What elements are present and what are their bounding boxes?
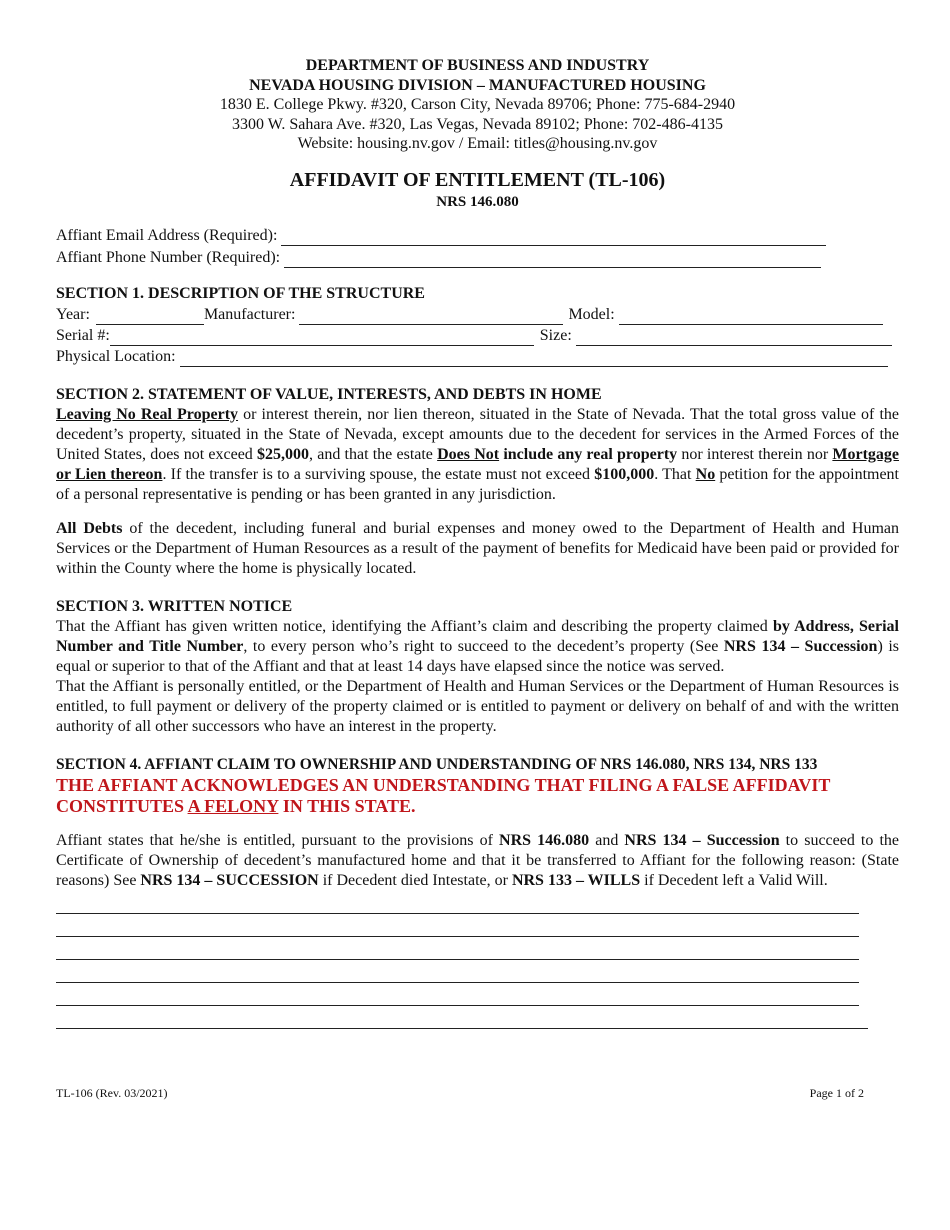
manufacturer-field[interactable] <box>299 309 563 325</box>
division-name: NEVADA HOUSING DIVISION – MANUFACTURED HOUSING <box>249 76 706 94</box>
text: if Decedent left a Valid Will. <box>640 871 828 889</box>
department-name: DEPARTMENT OF BUSINESS AND INDUSTRY <box>305 57 650 74</box>
section-2-heading: SECTION 2. STATEMENT OF VALUE, INTERESTS, AND DEBTS IN HOME <box>56 385 602 403</box>
text: ) is equal or superior to that of the Affiant and that at least 14 days have elapsed since the notice was served. <box>56 637 900 675</box>
felony-warning <box>56 775 899 817</box>
reason-line-1[interactable] <box>56 891 859 914</box>
does-not: Does Not <box>437 445 500 463</box>
leaving-no-real-property: Leaving No Real Property <box>56 405 239 423</box>
form-revision: TL-106 (Rev. 03/2021) <box>56 1086 168 1100</box>
section-2-paragraph-2 <box>56 519 899 579</box>
section-4-heading: SECTION 4. AFFIANT CLAIM TO OWNERSHIP AND UNDERSTANDING OF NRS 146.080, NRS 134, NRS 133 <box>56 755 818 773</box>
a-felony: A FELONY <box>187 795 279 816</box>
limit-100000: $100,000 <box>594 465 655 483</box>
website-email: Website: housing.nv.gov / Email: titles@housing.nv.gov <box>297 135 658 152</box>
affiant-phone-field[interactable] <box>284 252 821 268</box>
text: . That <box>654 465 696 483</box>
include-real-property: include any real property <box>499 445 678 463</box>
warning-text: IN THIS STATE. <box>278 795 416 816</box>
limit-25000: $25,000 <box>257 445 309 463</box>
no-petition: No <box>695 465 716 483</box>
section-2-paragraph-1 <box>56 405 899 505</box>
year-field[interactable] <box>96 309 204 325</box>
section-3-paragraph-2: That the Affiant is personally entitled, or the Department of Health and Human Services or the Department of Human Resources is entitled, to full payment or delivery of the property claimed or is entitled to payment or delivery on behalf of and with the written authority of all other successors who have an interest in the property. <box>56 677 899 735</box>
text: Affiant states that he/she is entitled, pursuant to the provisions of <box>56 831 500 849</box>
reason-line-4[interactable] <box>56 960 859 983</box>
text: That the Affiant has given written notice, identifying the Affiant’s claim and describing the property claimed <box>56 617 773 635</box>
affiant-phone-row <box>56 246 899 268</box>
year-label: Year: <box>56 305 90 323</box>
reason-line-5[interactable] <box>56 983 859 1006</box>
affiant-email-field[interactable] <box>281 230 826 246</box>
reason-line-2[interactable] <box>56 914 859 937</box>
all-debts: All Debts <box>56 519 123 537</box>
nrs-134-succession-caps: NRS 134 – SUCCESSION <box>140 871 319 889</box>
page-number: Page 1 of 2 <box>809 1086 864 1100</box>
form-title-statute: NRS 146.080 <box>436 193 519 210</box>
text: of the decedent, including funeral and burial expenses and money owed to the Department of Health and Human Services or the Department of Human Resources as a result of the payment of benefits for Medicaid have been paid or provided for within the County where the home is physically located. <box>56 519 899 577</box>
text: to succeed to the Certificate of Ownership of decedent’s manufactured home and that it be transferred to Affiant for the following reason: (State reasons) See <box>56 831 900 889</box>
year-manufacturer-model-row <box>56 304 899 325</box>
reason-line-3[interactable] <box>56 937 859 960</box>
text: and <box>589 831 625 849</box>
agency-header <box>56 56 899 154</box>
physical-location-label: Physical Location: <box>56 347 176 365</box>
serial-label: Serial #: <box>56 326 110 344</box>
text: , to every person who’s right to succeed to the decedent’s property (See <box>243 637 724 655</box>
text: . If the transfer is to a surviving spouse, the estate must not exceed <box>162 465 595 483</box>
serial-field[interactable] <box>110 330 534 346</box>
affiant-email-row <box>56 224 899 246</box>
warning-text: THE AFFIANT ACKNOWLEDGES AN UNDERSTANDING THAT FILING A FALSE AFFIDAVIT CONSTITUTES <box>56 774 831 816</box>
reason-lines <box>56 891 899 1029</box>
size-field[interactable] <box>576 330 892 346</box>
affiant-contact <box>56 224 899 268</box>
model-field[interactable] <box>619 309 883 325</box>
form-title-main: AFFIDAVIT OF ENTITLEMENT (TL-106) <box>289 168 666 191</box>
las-vegas-address: 3300 W. Sahara Ave. #320, Las Vegas, Nevada 89102; Phone: 702-486-4135 <box>232 115 723 133</box>
section-3-heading: SECTION 3. WRITTEN NOTICE <box>56 597 293 615</box>
manufacturer-label: Manufacturer: <box>203 305 296 323</box>
size-label: Size: <box>539 326 572 344</box>
reason-line-6[interactable] <box>56 1006 868 1029</box>
model-label: Model: <box>568 305 615 323</box>
mortgage-or-lien: Mortgage or Lien thereon <box>56 445 900 483</box>
physical-location-row <box>56 346 899 367</box>
carson-city-address: 1830 E. College Pkwy. #320, Carson City, Nevada 89706; Phone: 775-684-2940 <box>219 96 736 113</box>
section-3-paragraph-1 <box>56 617 899 677</box>
physical-location-field[interactable] <box>180 351 888 367</box>
affiant-phone-label: Affiant Phone Number (Required): <box>56 248 281 266</box>
section-4-paragraph <box>56 831 899 891</box>
by-address-serial-title: by Address, Serial Number and Title Number <box>56 617 900 655</box>
form-page <box>56 56 899 1029</box>
text: nor interest therein nor <box>677 445 833 463</box>
text: if Decedent died Intestate, or <box>318 871 512 889</box>
nrs-133-wills: NRS 133 – WILLS <box>511 871 641 889</box>
nrs-146-080: NRS 146.080 <box>499 831 590 849</box>
serial-size-row <box>56 325 899 346</box>
nrs-134-succession: NRS 134 – Succession <box>723 637 878 655</box>
form-title <box>56 168 899 212</box>
text: or interest therein, nor lien thereon, situated in the State of Nevada. That the total gross value of the decedent’s property, situated in the State of Nevada, except amounts due to the decedent for services in the Armed Forces of the United States, does not exceed <box>56 405 899 463</box>
section-1-heading: SECTION 1. DESCRIPTION OF THE STRUCTURE <box>56 284 425 302</box>
text: , and that the estate <box>309 445 438 463</box>
affiant-email-label: Affiant Email Address (Required): <box>56 226 278 244</box>
page-footer <box>56 1086 864 1101</box>
nrs-134-succession: NRS 134 – Succession <box>624 831 780 849</box>
text: petition for the appointment of a personal representative is pending or has been granted in any jurisdiction. <box>56 465 900 503</box>
